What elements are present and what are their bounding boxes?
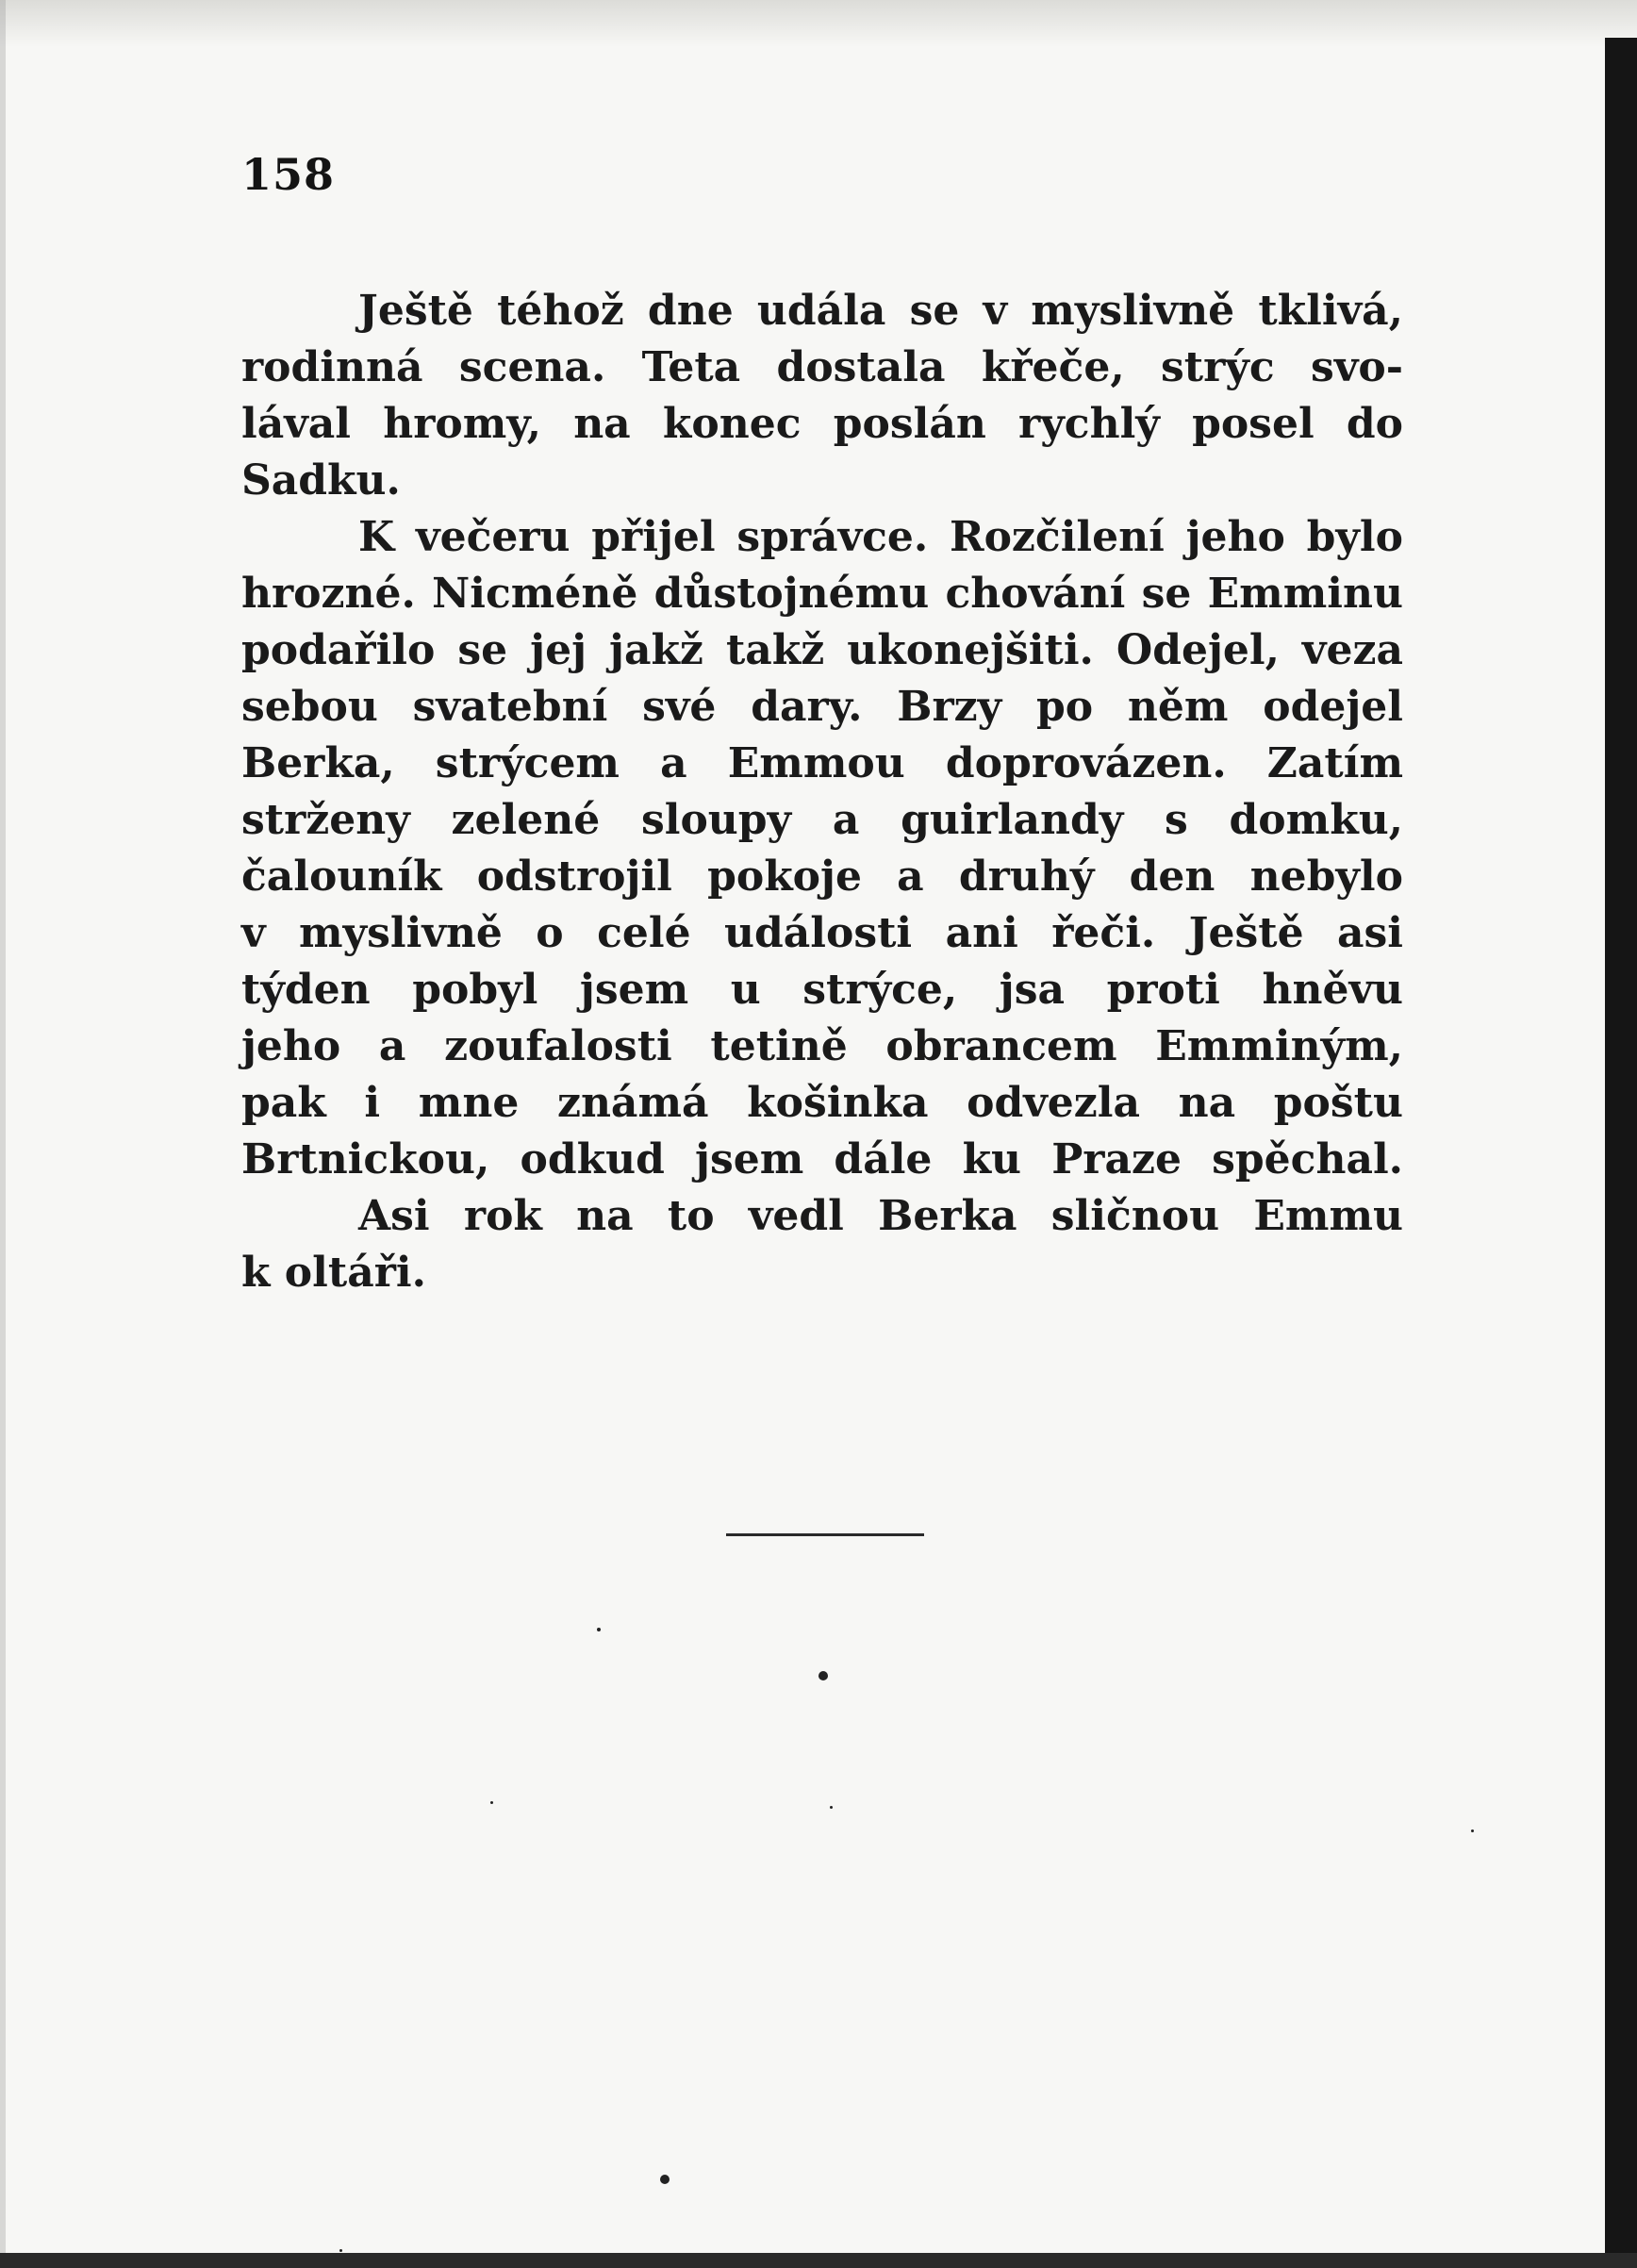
- scan-speck: [830, 1806, 833, 1809]
- text-line: Berka, strýcem a Emmou doprovázen. Zatím: [241, 739, 1403, 787]
- text-line: pak i mne známá košinka odvezla na poštu: [241, 1079, 1403, 1127]
- bottom-page-border: [0, 2253, 1637, 2268]
- text-line: v myslivně o celé události ani řeči. Ještě asi: [241, 909, 1403, 957]
- text-line: lával hromy, na konec poslán rychlý posel do: [241, 400, 1403, 448]
- top-shadow: [0, 0, 1637, 47]
- text-line: rodinná scena. Teta dostala křeče, strýc svo-: [241, 343, 1403, 391]
- text-line: Ještě téhož dne udála se v myslivně tklivá,: [358, 287, 1403, 335]
- text-line: K večeru přijel správce. Rozčilení jeho bylo: [358, 513, 1403, 561]
- text-line: sebou svatební své dary. Brzy po něm odejel: [241, 683, 1403, 731]
- left-edge-shadow: [0, 0, 6, 2268]
- scan-speck: [339, 2249, 342, 2252]
- text-line: podařilo se jej jakž takž ukonejšiti. Odejel, veza: [241, 626, 1403, 674]
- section-separator-rule: [726, 1533, 924, 1536]
- text-line: k oltáři.: [241, 1249, 426, 1297]
- page-number: 158: [241, 149, 336, 200]
- text-line: Asi rok na to vedl Berka sličnou Emmu: [358, 1192, 1403, 1240]
- text-line: Sadku.: [241, 456, 401, 505]
- text-line: jeho a zoufalosti tetině obrancem Emminým,: [241, 1022, 1403, 1070]
- text-line: týden pobyl jsem u strýce, jsa proti hněvu: [241, 966, 1403, 1014]
- text-line: Brtnickou, odkud jsem dále ku Praze spěchal.: [241, 1135, 1403, 1184]
- scan-speck: [660, 2175, 670, 2184]
- text-line: čalouník odstrojil pokoje a druhý den nebylo: [241, 853, 1403, 901]
- body-text: [241, 283, 1403, 1301]
- text-line: hrozné. Nicméně důstojnému chování se Emminu: [241, 570, 1403, 618]
- scan-speck: [490, 1801, 493, 1804]
- right-page-border: [1605, 38, 1637, 2268]
- text-line: strženy zelené sloupy a guirlandy s domku,: [241, 796, 1403, 844]
- scan-speck: [1471, 1829, 1474, 1832]
- scan-speck: [597, 1628, 601, 1631]
- scan-speck: [818, 1671, 828, 1680]
